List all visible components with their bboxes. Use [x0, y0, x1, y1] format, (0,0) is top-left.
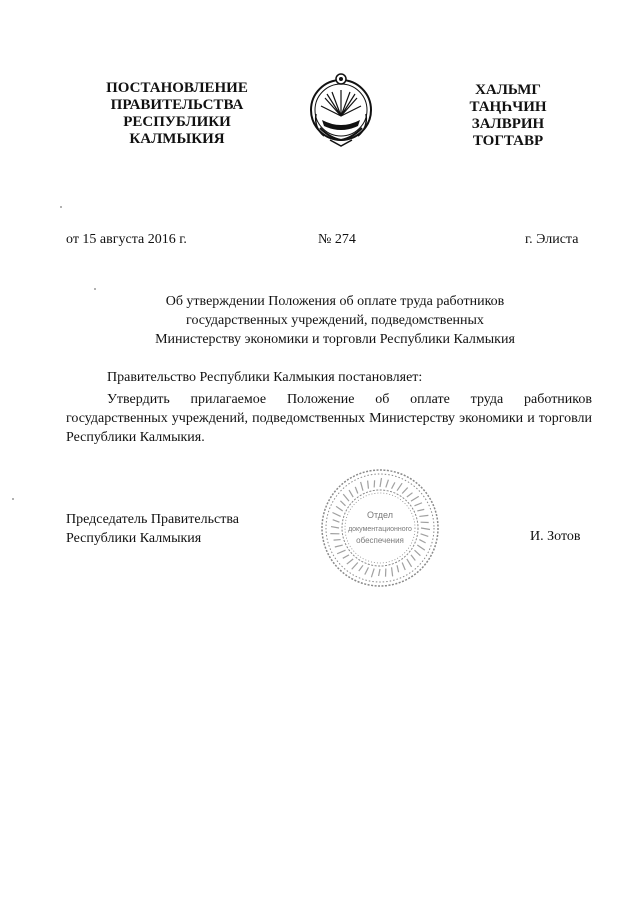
header-left-line: ПОСТАНОВЛЕНИЕ — [106, 80, 248, 96]
seal-ring-mark — [402, 488, 408, 494]
seal-ring-mark — [392, 482, 395, 488]
seal-ring-mark — [397, 565, 399, 572]
seal-ring-mark — [411, 496, 419, 501]
seal-ring-mark — [334, 540, 341, 541]
preamble: Правительство Республики Калмыкия постановляет: — [107, 370, 423, 385]
seal-ring-mark — [421, 528, 430, 529]
seal-ring-mark — [343, 494, 349, 501]
round-seal-stamp — [318, 466, 442, 590]
seal-ring-mark — [379, 569, 380, 576]
seal-ring-mark — [417, 545, 425, 550]
seal-ring-mark — [414, 503, 422, 506]
header-left-line: ПРАВИТЕЛЬСТВА — [110, 97, 244, 113]
seal-ring-mark — [347, 559, 353, 564]
body-paragraph: Утвердить прилагаемое Положение об оплате труда работников государственных учреждений, подведомственных Министерству экономики и торговли Республики Калмыкия. — [66, 392, 592, 445]
header-left-line: КАЛМЫКИЯ — [129, 131, 225, 147]
seal-ring-mark — [397, 483, 402, 491]
title-line: государственных учреждений, подведомственных — [186, 313, 484, 328]
stamp-center-line: документационного — [348, 526, 412, 533]
scan-speck — [12, 498, 14, 500]
seal-ring-mark — [355, 487, 358, 494]
title-line: Об утверждении Положения об оплате труда работников — [165, 294, 505, 309]
document-title — [110, 292, 560, 349]
seal-ring-mark — [380, 478, 381, 487]
seal-ring-mark — [337, 550, 345, 554]
seal-ring-mark — [402, 562, 405, 570]
scan-speck — [60, 206, 62, 208]
seal-ring-mark — [392, 567, 393, 576]
header-right-line: ХАЛЬМГ — [475, 82, 541, 98]
seal-ring-mark — [332, 512, 340, 516]
seal-ring-mark — [365, 567, 369, 574]
seal-ring-mark — [414, 550, 420, 556]
header-right-line: ЗАЛВРИН — [471, 116, 545, 132]
signatory-title-line: Республики Калмыкия — [66, 531, 202, 546]
seal-ring-mark — [419, 515, 428, 516]
seal-ring-mark — [331, 527, 339, 528]
stamp-center-line: обеспечения — [356, 536, 404, 545]
stamp-center-line: Отдел — [366, 510, 394, 520]
header-right-line: ТАҢҺЧИН — [469, 99, 547, 115]
seal-ring-mark — [352, 562, 358, 569]
seal-ring-mark — [340, 501, 345, 506]
seal-ring-mark — [407, 493, 413, 497]
seal-ring-mark — [407, 559, 412, 567]
document-date: от 15 августа 2016 г. — [66, 232, 187, 247]
document-city: г. Элиста — [525, 232, 579, 247]
header-left-block — [92, 80, 262, 148]
signatory-title-line: Председатель Правительства — [66, 512, 239, 527]
header-right-line: ТОГТАВР — [472, 133, 544, 149]
seal-ring-mark — [419, 540, 425, 543]
seal-ring-mark — [421, 534, 429, 537]
header-right-block — [448, 82, 568, 150]
signatory-title — [66, 510, 239, 548]
title-line: Министерству экономики и торговли Республики Калмыкия — [155, 332, 515, 347]
signatory-name: И. Зотов — [530, 529, 581, 544]
seal-ring-mark — [349, 490, 353, 497]
seal-ring-mark — [343, 555, 349, 558]
header-left-line: РЕСПУБЛИКИ — [123, 114, 231, 130]
seal-ring-mark — [368, 481, 369, 489]
seal-ring-mark — [335, 545, 343, 547]
scan-speck — [94, 288, 96, 290]
seal-ring-mark — [359, 565, 363, 571]
seal-ring-mark — [417, 509, 424, 511]
seal-ring-mark — [386, 480, 389, 488]
seal-ring-mark — [371, 569, 374, 578]
kalmykia-coat-of-arms-icon — [308, 70, 374, 148]
seal-ring-mark — [336, 506, 343, 511]
seal-ring-mark — [333, 520, 340, 522]
seal-ring-mark — [361, 482, 363, 491]
seal-ring-mark — [411, 555, 415, 561]
document-number: № 274 — [318, 232, 356, 247]
